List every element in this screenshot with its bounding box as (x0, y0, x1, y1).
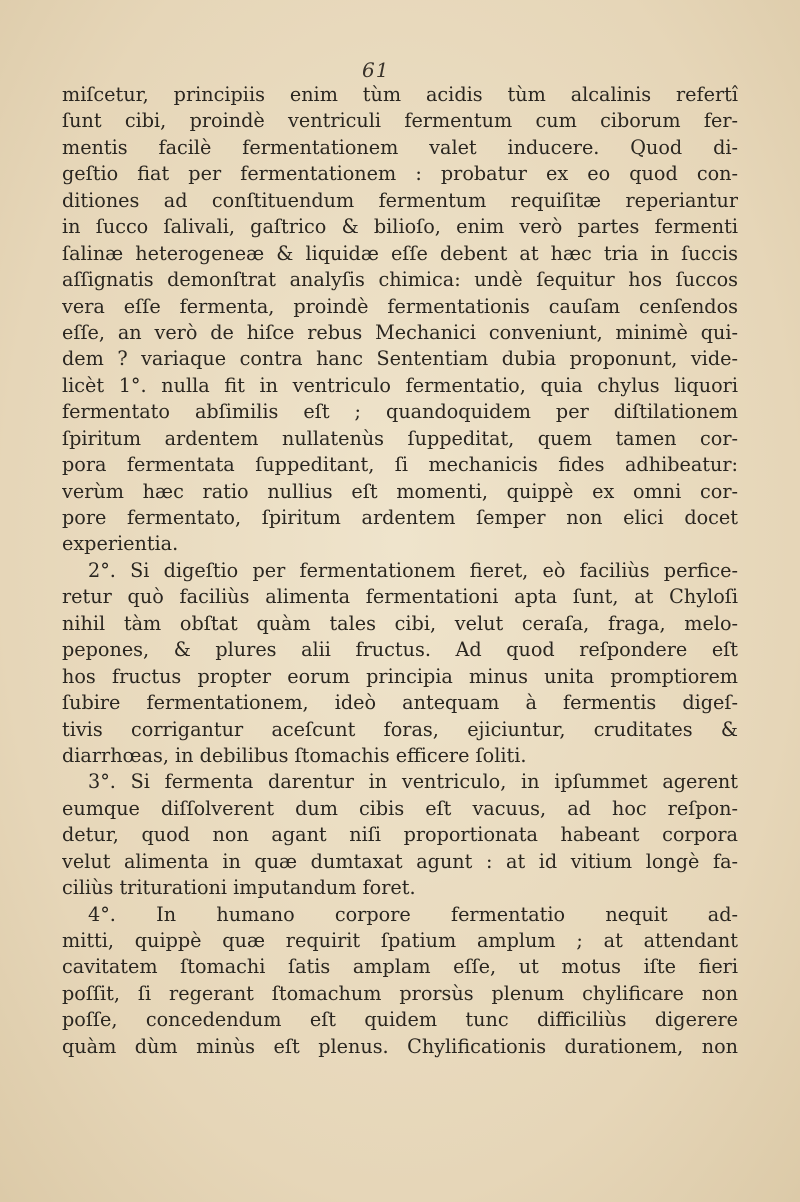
text-line: experientia. (62, 532, 179, 556)
text-line: eumque diſſolverent dum cibis eſt vacuus, ad hoc reſpon- (62, 796, 738, 820)
text-line: pora fermentata ſuppeditant, ſi mechanicis fides adhibeatur: (62, 453, 738, 477)
text-line: nihil tàm obſtat quàm tales cibi, velut ceraſa, fraga, melo- (62, 611, 738, 635)
text-line: vera eſſe fermenta, proindè fermentationis cauſam cenſendos (62, 294, 738, 318)
text-line: 4°. In humano corpore fermentatio nequit ad- (88, 902, 738, 926)
text-line: 3°. Si fermenta darentur in ventriculo, in ipſummet agerent (88, 770, 738, 794)
text-line: pepones, & plures alii fructus. Ad quod reſpondere eſt (62, 638, 738, 662)
text-line: ciliùs triturationi imputandum foret. (62, 876, 416, 900)
text-line: cavitatem ſtomachi ſatis amplam eſſe, ut motus iſte fieri (62, 955, 738, 979)
text-line: ſubire fermentationem, ideò antequam à fermentis digeſ- (62, 691, 738, 715)
text-line: poſſit, ſi regerant ſtomachum prorsùs plenum chylificare non (62, 981, 738, 1005)
page-number: 61 (362, 58, 390, 82)
text-line: aſſignatis demonſtrat analyſis chimica: undè ſequitur hos ſuccos (62, 268, 738, 292)
body-text (62, 82, 738, 1060)
text-line: geſtio fiat per fermentationem : probatur ex eo quod con- (62, 162, 738, 186)
text-line: verùm hæc ratio nullius eſt momenti, quippè ex omni cor- (62, 479, 738, 503)
text-line: tivis corrigantur aceſcunt foras, ejiciuntur, cruditates & (62, 717, 738, 741)
text-line: ſpiritum ardentem nullatenùs ſuppeditat, quem tamen cor- (62, 426, 738, 450)
text-line: retur quò faciliùs alimenta fermentationi apta ſunt, at Chyloſi (62, 585, 738, 609)
text-line: hos fructus propter eorum principia minus unita promptiorem (62, 664, 738, 688)
text-line: fermentato abſimilis eſt ; quandoquidem per diſtilationem (62, 400, 738, 424)
text-line: eſſe, an verò de hiſce rebus Mechanici conveniunt, minimè qui- (62, 320, 738, 344)
text-line: ſunt cibi, proindè ventriculi fermentum cum ciborum fer- (62, 109, 738, 133)
text-line: ditiones ad conſtituendum fermentum requiſitæ reperiantur (62, 188, 738, 212)
text-line: miſcetur, principiis enim tùm acidis tùm alcalinis refertî (62, 83, 738, 106)
text-line: 2°. Si digeſtio per fermentationem fieret, eò faciliùs perfice- (88, 558, 738, 582)
text-line: quàm dùm minùs eſt plenus. Chylificationis durationem, non (62, 1034, 738, 1058)
text-line: velut alimenta in quæ dumtaxat agunt : at id vitium longè fa- (62, 849, 738, 873)
text-line: in ſucco ſalivali, gaſtrico & bilioſo, enim verò partes fermenti (62, 215, 738, 239)
text-line: detur, quod non agant niſi proportionata habeant corpora (62, 823, 738, 847)
text-line: diarrhœas, in debilibus ſtomachis efficere ſoliti. (62, 743, 527, 767)
text-line: pore fermentato, ſpiritum ardentem ſemper non elici docet (62, 506, 738, 529)
text-line: poſſe, concedendum eſt quidem tunc difficiliùs digerere (62, 1008, 738, 1032)
text-line: dem ? variaque contra hanc Sententiam dubia proponunt, vide- (62, 347, 738, 371)
text-line: mentis facilè fermentationem valet inducere. Quod di- (62, 135, 738, 159)
text-line: mitti, quippè quæ requirit ſpatium amplum ; at attendant (62, 929, 738, 952)
text-line: licèt 1°. nulla fit in ventriculo fermentatio, quia chylus liquori (62, 373, 738, 397)
text-line: ſalinæ heterogeneæ & liquidæ eſſe debent at hæc tria in ſuccis (62, 241, 738, 265)
